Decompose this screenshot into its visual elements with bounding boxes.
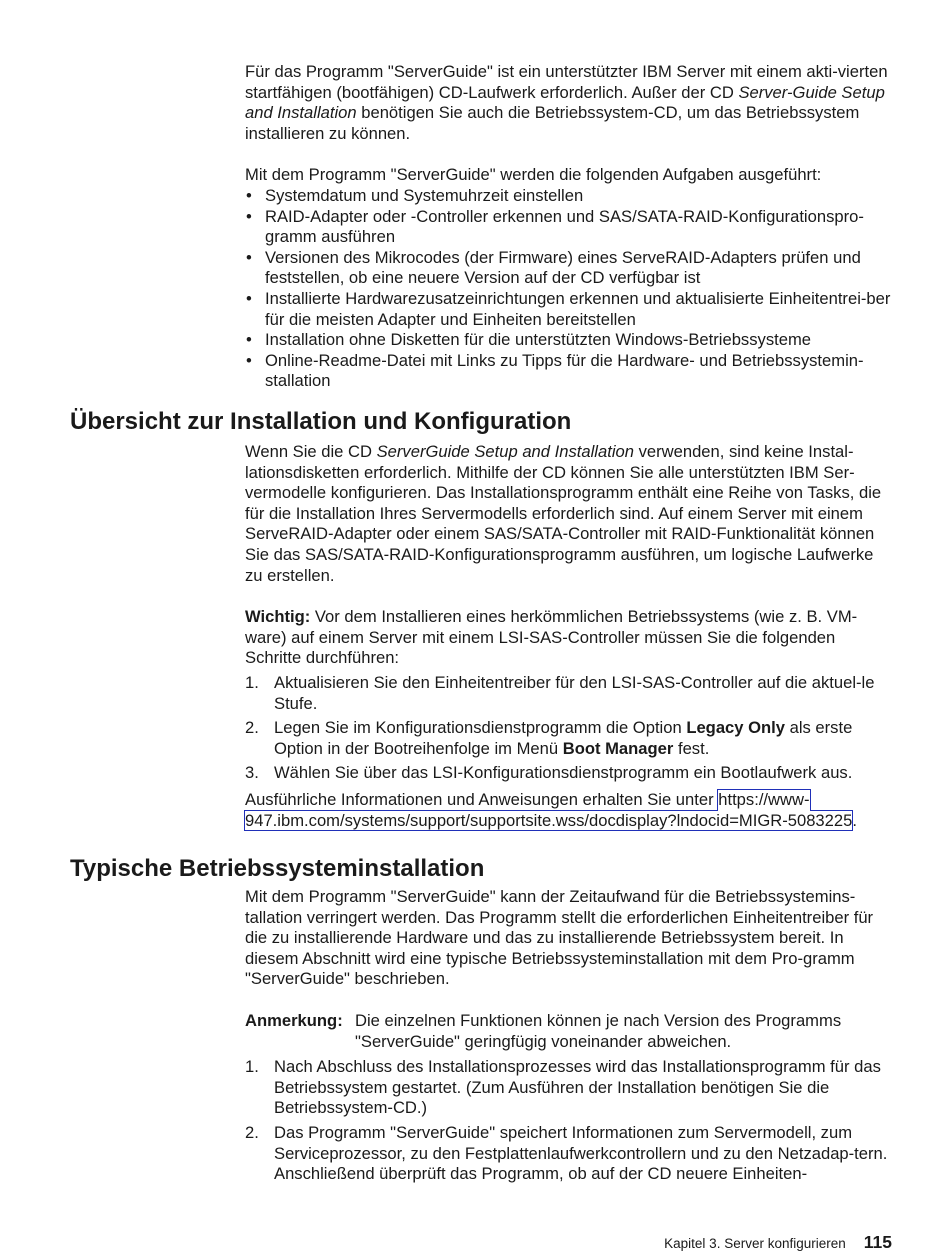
- list-item: • Installation ohne Disketten für die unterstützten Windows-Betriebssysteme: [245, 330, 893, 351]
- tasks-intro: Mit dem Programm "ServerGuide" werden die folgenden Aufgaben ausgeführt:: [245, 165, 822, 185]
- intro-block: [245, 62, 893, 392]
- overview-paragraph: Wenn Sie die CD ServerGuide Setup and Installation verwenden, sind keine Instal-lationsdisketten erforderlich. Mithilfe der CD können Sie alle unterstützten IBM Ser-vermodelle konfigurieren. Das Installationsprogramm enthält eine Reihe von Tasks, die für die Installation Ihres Servermodells erforderlich sind. Auf einem Server mit einem ServeRAID-Adapter oder einem SAS/SATA-Controller mit RAID-Funktionalität können Sie das SAS/SATA-RAID-Konfigurationsprogramm ausführen, um logische Laufwerke zu erstellen.: [245, 442, 882, 585]
- list-item: • Versionen des Mikrocodes (der Firmware) eines ServeRAID-Adapters prüfen und feststellen, ob eine neuere Version auf der CD verfügbar ist: [245, 248, 893, 289]
- task-list: [245, 186, 893, 392]
- list-item: 1. Nach Abschluss des Installationsprozesses wird das Installationsprogramm für das Betriebssystem gestartet. (Zum Ausführen der Installation benötigen Sie die Betriebssystem-CD.): [245, 1057, 881, 1118]
- os-install-steps: [245, 1057, 893, 1185]
- chapter-label: Kapitel 3. Server konfigurieren: [664, 1236, 846, 1251]
- list-item: • Systemdatum und Systemuhrzeit einstellen: [245, 186, 893, 207]
- important-paragraph: Wichtig: Vor dem Installieren eines herkömmlichen Betriebssystems (wie z. B. VM-ware) auf einem Server mit einem LSI-SAS-Controller müssen Sie die folgenden Schritte durchführen:: [245, 607, 858, 668]
- page-number: 115: [863, 1232, 892, 1252]
- os-install-paragraph: Mit dem Programm "ServerGuide" kann der Zeitaufwand für die Betriebssystemins-tallation verringert werden. Das Programm stellt die erforderlichen Einheitentreiber für die zu installierende Hardware und das zu installierende Betriebssystem bereit. In diesem Abschnitt wird eine typische Betriebssysteminstallation mit dem Pro-gramm "ServerGuide" beschrieben.: [245, 887, 874, 989]
- note-block: [245, 1011, 893, 1052]
- list-item: • Installierte Hardwarezusatzeinrichtungen erkennen und aktualisierte Einheitentrei-ber für die meisten Adapter und Einheiten bereitstellen: [245, 289, 893, 330]
- list-item: 1. Aktualisieren Sie den Einheitentreiber für den LSI-SAS-Controller auf die aktuel-le Stufe.: [245, 672, 875, 713]
- list-item: • RAID-Adapter oder -Controller erkennen und SAS/SATA-RAID-Konfigurationspro-gramm ausführen: [245, 207, 893, 248]
- page-footer: [664, 1232, 892, 1254]
- important-steps: [245, 673, 893, 784]
- intro-paragraph: Für das Programm "ServerGuide" ist ein unterstützter IBM Server mit einem akti-vierten startfähigen (bootfähigen) CD-Laufwerk erforderlich. Außer der CD Server-Guide Setup and Installation benötigen Sie auch die Betriebssystem-CD, um das Betriebssystem installieren zu können.: [245, 62, 888, 143]
- ibm-support-link[interactable]: https://www-947.ibm.com/systems/support/supportsite.wss/docdisplay?lndocid=MIGR-5083225: [245, 789, 853, 830]
- list-item: 3. Wählen Sie über das LSI-Konfigurationsdienstprogramm ein Bootlaufwerk aus.: [245, 763, 853, 783]
- more-info-paragraph: Ausführliche Informationen und Anweisungen erhalten Sie unter https://www-947.ibm.com/systems/support/supportsite.wss/docdisplay?lndocid=MIGR-5083225.: [245, 789, 857, 830]
- section-installation-body: [245, 442, 893, 831]
- list-item: • Online-Readme-Datei mit Links zu Tipps für die Hardware- und Betriebssystemin-stallation: [245, 351, 893, 392]
- section-os-install-body: [245, 887, 893, 1189]
- section-heading-installation: Übersicht zur Installation und Konfiguration: [70, 408, 572, 435]
- note-label: Anmerkung:: [245, 1010, 343, 1030]
- section-heading-os-install: Typische Betriebssysteminstallation: [70, 855, 485, 882]
- list-item: 2. Legen Sie im Konfigurationsdienstprogramm die Option Legacy Only als erste Option in der Bootreihenfolge im Menü Boot Manager fest.: [245, 718, 853, 758]
- note-text: Die einzelnen Funktionen können je nach Version des Programms "ServerGuide" geringfügig voneinander abweichen.: [355, 1010, 842, 1051]
- list-item: 2. Das Programm "ServerGuide" speichert Informationen zum Servermodell, zum Serviceprozessor, zu den Festplattenlaufwerkcontrollern und zu den Netzadap-tern. Anschließend überprüft das Programm, ob auf der CD neuere Einheiten-: [245, 1122, 888, 1184]
